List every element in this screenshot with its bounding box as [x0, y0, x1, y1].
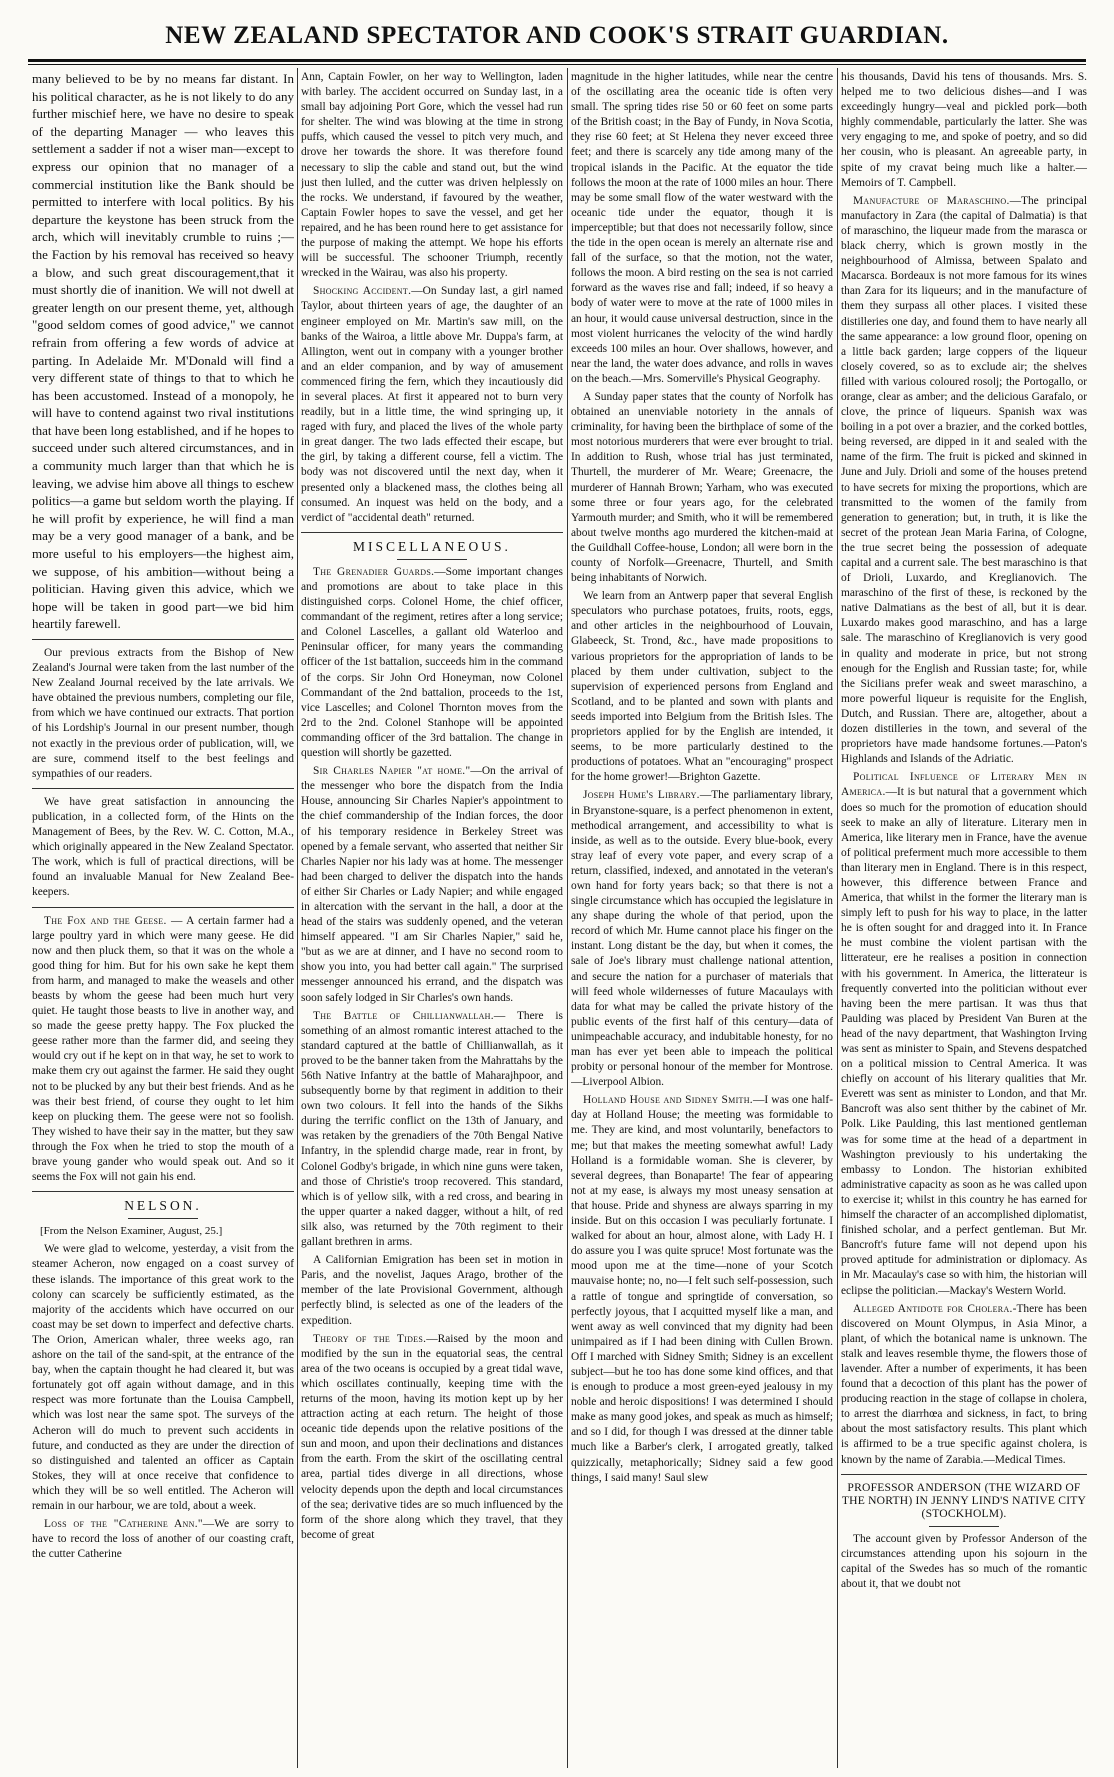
article-paragraph: Our previous extracts from the Bishop of New Zealand's Journal were taken from the last number of the New Zealand Journal received by the late arrivals. We have obtained the previous numbers, completing our file, from which we have continued our extracts. That portion of his Lordship's Journal in our present number, though not exactly in the previous order of publication, will, we are sure, commend itself to the best feelings and sympathies of our readers. — [32, 647, 294, 780]
heading-divider — [397, 559, 467, 560]
article-lead-heading: The Battle of Chillianwallah. — [313, 1009, 494, 1022]
article-body: —On Sunday last, a girl named Taylor, about thirteen years of age, the daughter of an engineer employed on Mr. Martin's saw mill, on the banks of the Wairoa, a little above Mr. Duppa's farm, at Allington, went out in company with a younger brother and an elder companion, and by way of amusement commenced firing the fern, which they incautiously did in several places. At first it appeared not to burn very readily, but in a little time, the wind springing up, it raged with fury, and placed the lives of the whole party in great danger. The two lads effected their escape, but the girl, by taking a different course, fell a victim. The body was not discovered until the next day, when it presented only a blackened mass, the clothes being all consumed. An inquest was held on the body, and a verdict of "accidental death" returned. — [301, 285, 563, 524]
article-lead-heading: Alleged Antidote for Cholera. — [853, 1302, 1013, 1315]
article-paragraph — [301, 565, 563, 761]
article-paragraph: We have great satisfaction in announcing the publication, in a collected form, of the Hints on the Management of Bees, by the Rev. W. C. Cotton, M.A., which originally appeared in the New Zealand Spectator. The work, which is full of practical directions, will be found an invaluable Manual for New Zealand Bee-keepers. — [32, 795, 294, 899]
masthead-title: NEW ZEALAND SPECTATOR AND COOK'S STRAIT GUARDIAN. — [165, 22, 949, 49]
article-paragraph — [32, 1517, 294, 1562]
section-divider — [841, 1474, 1087, 1475]
masthead-rule-thin — [28, 64, 1086, 65]
article-paragraph — [301, 1332, 563, 1543]
article-body: —Raised by the moon and modified by the sun in the equatorial seas, the central area of the two oceans is occupied by a great tidal wave, which oscillates continually, keeping time with the returns of the moon, having its motion kept up by her attraction acting at each return. The height of those oceanic tide depends upon the relative positions of the sun and moon, and upon their declinations and distances from the earth. From the skirt of the oscillating central area, partial tides diverge in all directions, whose velocity depends upon the depth and local circumstances of the sea; derivative tides are so much influenced by the form of the shore along which they travel, that they become of great — [301, 1332, 563, 1541]
heading-divider — [929, 1526, 999, 1527]
article-paragraph: The account given by Professor Anderson of the circumstances attending upon his sojourn in the capital of the Swedes has so much of the romantic about it, that we doubt not — [841, 1532, 1087, 1590]
article-lead-heading: Loss of the "Catherine Ann." — [44, 1518, 203, 1531]
article-body: —The principal manufactory in Zara (the capital of Dalmatia) is that of maraschino, the liqueur made from the marasca or black cherry, which is grown mostly in the neighbourhood of Almissa, between Spalato and Macarsca. Bordeaux is not more famous for its wines than Zara for its liqueurs; and in the manufacture of them they surpass all other places. I visited these distilleries one day, and found them to have nearly all the same appearance: a low ground floor, opening on a little back garden; large coppers of the liqueur closely covered, so as to exclude air; the shelves filled with various coloured rosolj; the Portogallo, or orange, clear as amber; and the delicious Garafalo, or clove, the prince of liqueurs. Spanish wax was boiling in a pot over a brazier, and the corked bottles, being reversed, are dipped in it and sealed with the name of the firm. The fruit is picked and skinned in June and July. Drioli and some of the houses pretend to have secrets for mixing the proportions, which are transmitted to the women of the family from generation to generation; but, in truth, it is like the secret of the protean Jean Maria Farina, of Cologne, the true secret being the possession of adequate capital and a current sale. The best maraschino is that of Drioli, Luxardo, and Kreglianovich. The maraschino of the first of these, is reckoned by the native Dalmatians as the best of all, but it is dear. Luxardo makes good maraschino, and has a large sale. The maraschino of Kreglianovich is very good in quality and moderate in price, but not strong enough for the English and Russian taste; for, while the Sicilians prefer weak and sweet maraschino, a more powerful liqueur is requisite for the English, Dutch, and Russian. There are, altogether, about a dozen distilleries in the town, and several of the proprietors have made handsome fortunes.—Paton's Highlands and Islands of the Adriatic. — [841, 194, 1087, 766]
article-body: — A certain farmer had a large poultry yard in which were many geese. He did now and then pluck them, so that it was on the whole a good thing for him. But for his own sake he kept them from harm, and managed to make the weasels and other beasts by whom the geese had been much hurt very quiet. He taught those beasts to live in another way, and so made the geese pretty happy. The Fox plucked the geese rather more than the farmer did, and seeing they would cry out if he kept on in that way, he set to work to make them cry out against the farmer. He said they ought not to be plucked by any but their best friends. And as he was their best friend, of course they ought to let him keep on plucking them. The geese were not so foolish. They wished to have their say in the matter, but they saw through the Fox when he tried to stop the mouth of a brave young gander who would speak out. And so it seems the Fox will not gain his end. — [32, 914, 294, 1184]
article-paragraph — [841, 1302, 1087, 1468]
article-body: —It is but natural that a government which does so much for the promotion of education should seek to make an ally of literature. Literary men in America, like literary men in France, have the avenue of political preferment much more accessible to them than literary men in England. There is in this respect, however, this difference between France and America, that whilst in the former the literary man is simply left to push for his way to place, in the latter he is often sought for and dragged into it. In France he must combine the violent partisan with the litterateur, ere he realises a position in connection with his government. In America, the litterateur is frequently converted into the politician without ever having been the mere partisan. It was thus that Paulding was placed by President Van Buren at the head of the navy department, that Washington Irving was sent as minister to Spain, and Stevens despatched on a political mission to Central America. It was chiefly on account of his literary qualities that Mr. Everett was sent as minister to London, and that Mr. Bancroft was also sent thither by the cabinet of Mr. Polk. Like Paulding, this last mentioned gentleman was for some time at the head of a department in Washington previously to his undertaking the embassy to London. The historian exhibited administrative capacity as soon as he was called upon to exercise it; whilst in this country he has earned for himself the character of an accomplished diplomatist, finished scholar, and a perfect gentleman. But Mr. Bancroft's future fame will not depend upon his proved aptitude for administration or diplomacy. As in Mr. Macaulay's case so with him, the historian will eclipse the politician.—Mackay's Western World. — [841, 786, 1087, 1297]
column-divider — [567, 68, 568, 1768]
article-paragraph: magnitude in the higher latitudes, while near the centre of the oscillating area the oceanic tide is often very small. The spring tides rise 50 or 60 feet on some parts of the British coast; in the Bay of Fundy, in Nova Scotia, they rise 60 feet; at St Helena they never exceed three feet; and there is scarcely any tide among many of the tropical islands in the Pacific. At the equator the tide follows the moon at the rate of 1000 miles an hour. There may be some small flow of the water westward with the oceanic tide under the equator, though it is imperceptible; but that does not necessarily follow, since the tide in the open ocean is merely an alternate rise and fall of the surface, so that the motion, not the water, follows the moon. A bird resting on the sea is not carried forward as the waves rise and fall; indeed, if so heavy a body of water were to move at the rate of 1000 miles in an hour, it would cause universal destruction, since in the most violent hurricanes the velocity of the wind hardly exceeds 100 miles an hour. Over shallows, however, and near the land, the water does advance, and rolls in waves on the beach.—Mrs. Somerville's Physical Geography. — [571, 71, 833, 385]
article-body: —We are sorry to have to record the loss of another of our coasting craft, the cutter Catherine — [32, 1518, 294, 1561]
article-lead-heading: Political Influence of Literary Men in America. — [841, 771, 1087, 799]
section-divider — [32, 1191, 294, 1192]
article-paragraph: his thousands, David his tens of thousands. Mrs. S. helped me to two delicious dishes—and I was exceedingly hungry—veal and pickled pork—both highly commendable, particularly the latter. She was very engaging to me, and spoke of poetry, and so did her cousin, who is pleasant. An agreeable party, in spite of my cravat being much like a halter.—Memoirs of T. Campbell. — [841, 71, 1087, 189]
article-paragraph — [301, 284, 563, 526]
section-heading: NELSON. — [124, 1198, 202, 1214]
article-lead-heading: The Fox and the Geese. — [44, 914, 167, 927]
source-note: [From the Nelson Examiner, August, 25.] — [40, 1225, 223, 1238]
article-paragraph — [571, 788, 833, 1090]
article-paragraph — [301, 1009, 563, 1251]
column-2 — [301, 70, 563, 1770]
article-lead-heading: Holland House and Sidney Smith. — [583, 1094, 753, 1107]
section-divider — [32, 788, 294, 789]
section-divider — [32, 639, 294, 640]
article-lead-heading: Joseph Hume's Library. — [583, 789, 700, 802]
article-paragraph: many believed to be by no means far distant. In his political character, as he is not likely to do any further mischief here, we have no desire to speak of the departing Manager — who leaves this settlement a sadder if not a wiser man—except to express our opinion that no manager of a commercial institution like the Bank should be permitted to interfere with local politics. By his departure the keystone has been struck from the arch, which will inevitably crumble to ruins ;—the Faction by his removal has received so heavy a blow, and such great discouragement,that it must shortly die of inanition. We will not dwell at greater length on our present theme, yet, although "good seldom comes of good advice," we cannot refrain from offering a few words of advice at parting. In Adelaide Mr. M'Donald will find a very different state of things to that to which he has been accustomed. Instead of a monopoly, he will have to contend against two rival institutions that have been long established, and if he hopes to succeed under such altered circumstances, and in a community much larger than that which he is leaving, we advise him above all things to eschew politics—a game but seldom worth the playing. If he will profit by experience, he will find a man may be a very good manager of a bank, and be more useful to his employers—the highest aim, we suppose, of his ambition—without being a politician. Having given this advice, which we hope will be taken in good part—we bid him heartily farewell. — [32, 71, 294, 632]
heading-divider — [128, 1218, 198, 1219]
column-4 — [841, 70, 1087, 1770]
article-body: —The parliamentary library, in Bryanstone-square, is a perfect phenomenon in extent, methodical arrangement, and accessibility to what is inside, as well as to the outside. Every blue-book, every stray leaf of every vote paper, and every scrap of a return, classified, indexed, and annotated in the veteran's own hand for forty years back; so that there is not a single circumstance which has occupied the legislature in any shape during the whole of that period, upon the record of which Mr. Hume cannot place his finger on the instant. Long distant be the day, but when it comes, the sale of Joe's library must challenge national attention, and secure the nation for a purchaser of materials that will feed whole wildernesses of future Macaulays with data for what may be called the private history of the public events of the first half of this century—data of unimpeachable accuracy, and indubitable honesty, for no man has ever yet been able to impeach the political probity or personal honour of the member for Montrose.—Liverpool Albion. — [571, 789, 833, 1089]
article-lead-heading: Theory of the Tides. — [313, 1332, 427, 1345]
article-lead-heading: Manufacture of Maraschino. — [853, 194, 1010, 207]
article-body: —Some important changes and promotions are about to take place in this distinguished corps. Colonel Home, the chief officer, commandant of the regiment, retires after a long service; and Colonel Lascelles, a gallant old Waterloo and Peninsular officer, for many years the commanding officer of the 1st battalion, succeeds him in the command of the corps. Sir John Ord Honeyman, now Colonel Commandant of the 2nd battalion, proceeds to the 1st, vice Lascelles; and Colonel Thornton moves from the 2rd to the 2nd. Colonel Stanhope will be appointed commanding officer of the 3rd battalion. The change in question will shortly be gazetted. — [301, 565, 563, 760]
column-divider — [837, 68, 838, 1768]
article-paragraph — [301, 764, 563, 1006]
column-3 — [571, 70, 833, 1770]
article-lead-heading: The Grenadier Guards. — [313, 565, 435, 578]
section-heading: PROFESSOR ANDERSON (THE WIZARD OF THE NORTH) IN JENNY LIND'S NATIVE CITY (STOCKHOLM). — [841, 1480, 1087, 1520]
article-body: -There has been discovered on Mount Olympus, in Asia Minor, a plant, of which the botanical name is unknown. The stalk and leaves resemble thyme, the flowers those of lavender. After a number of experiments, it has been found that a decoction of this plant has the power of producing reaction in the stage of collapse in cholera, to arrest the diarrhœa and sickness, in fact, to bring about the most satisfactory results. This plant which is affirmed to be a true specific against cholera, is known by the name of Zarabia.—Medical Times. — [841, 1302, 1087, 1466]
article-paragraph — [571, 1093, 833, 1485]
column-1 — [32, 70, 294, 1770]
article-body: —On the arrival of the messenger who bore the dispatch from the India House, announcing Sir Charles Napier's appointment to the chief commandership of the Indian forces, the door of his temporary residence in Berkeley Street was opened by a female servant, who asserted that neither Sir Charles Napier nor his lady was at home. The messenger had been charged to deliver the dispatch into the hands of either Sir Charles or Lady Napier; and while engaged in altercation with the servant in the hall, a door at the head of the stairs was suddenly opened, and the veteran himself appeared. "I am Sir Charles Napier," said he, "but as we are at dinner, and I have no second room to show you into, you had better call again." The surprised messenger announced his errand, and the dispatch was soon safely lodged in Sir Charles's own hands. — [301, 765, 563, 1004]
article-lead-heading: Sir Charles Napier "at home." — [313, 765, 471, 778]
article-paragraph: A Sunday paper states that the county of Norfolk has obtained an unenviable notoriety in the annals of criminality, for having been the birthplace of some of the most notorious murderers that were ever brought to trial. In addition to Rush, whose trial has just terminated, Thurtell, the murderer of Mr. Weare; Greenacre, the murderer of Hannah Brown; Yarham, who was executed some three or four years ago, for the celebrated Yarmouth murder; and Smith, who it will be remembered about twelve months ago murdered the kitchen-maid at the Guildhall Coffee-house, London; all were born in the county of Norfolk—Greenacre, Thurtell, and Smith being inhabitants of Norwich. — [571, 390, 833, 585]
article-paragraph — [841, 770, 1087, 1298]
article-paragraph — [841, 194, 1087, 768]
article-paragraph: Ann, Captain Fowler, on her way to Wellington, laden with barley. The accident occurred on Sunday last, in a small bay adjoining Port Gore, which the vessel had run for shelter. The wind was blowing at the time in strong puffs, which caused the vessel to pitch very much, and drove her towards the shore. It was therefore found necessary to slip the cable and stand out, but the wind just then lulled, and the cutter was driven helplessly on the rocks. We understand, if favoured by the weather, Captain Fowler hopes to save the vessel, and get her repaired, and he has been round here to get assistance for the purpose of making the attempt. We hope his efforts will be successful. The schooner Triumph, recently wrecked in the Wairau, was also his property. — [301, 71, 563, 280]
article-paragraph: We learn from an Antwerp paper that several English speculators who purchase potatoes, fruits, roots, eggs, and other articles in the neighbourhood of Louvain, Glabeeck, St. Trond, &c., have made propositions to various proprietors for the appropriation of lands to be placed by them under cultivation, subject to the supervision of experienced persons from England and Scotland, and to be planted and sown with plants and seeds imported into Belgium from the British Isles. The proprietors applied for by the English are intended, it seems, to be more particularly destined to the productions of potatoes. What an "encouraging" prospect for the home grower!—Brighton Gazette. — [571, 590, 833, 784]
article-lead-heading: Shocking Accident. — [313, 285, 412, 298]
section-divider — [32, 907, 294, 908]
article-body: —I was one half-day at Holland House; the meeting was formidable to me. They are kind, and most voluntarily, benefactors to me; but that makes the meeting somewhat awful! Lady Holland is a formidable woman. She is cleverer, by several degrees, than Bonaparte! The fear of appearing not at my ease, is always my most uneasy sensation at that house. Pride and shyness are always sparring in my inside. But on this occasion I was peculiarly fortunate. I walked for about an hour, almost alone, with Lady H. I do assure you I was quite spruce! Most fortunate was the mood upon me at the time—none of your Scotch mauvaise honte; no, no—I felt such self-possession, such a rattle of tongue and springtide of conversation, so perfectly joyous, that I acquitted myself like a man, and went away as well convinced that my dignity had been unimpaired as if I had been dining with Cullen Brown. Off I marched with Sidney Smith; Sidney is an excellent subject—but he too has done some kind offices, and that is enough to produce a most green-eyed jealousy in my noble and heroic dispositions! I was determined I should make as many good jokes, and speak as much as himself; and so I did, for though I was dressed at the dinner table much like a Barber's clerk, I arrogated greatly, talked quizzically, metaphorically; Sidney said a few good things, I said many! Saul slew — [571, 1094, 833, 1484]
article-body: — There is something of an almost romantic interest attached to the standard captured at the battle of Chillianwallah, as it proved to be the banner taken from the Mahrattahs by the 56th Native Infantry at the battle of Maharajhpoor, and subsequently borne by that regiment in addition to their own two colours. It fell into the hands of the Sikhs during the terrific conflict on the 13th of January, and was retaken by the grenadiers of the 70th Bengal Native Infantry, in the splendid charge made, rear in front, by Colonel Godby's brigade, in which nine guns were taken, and those of Christie's troop recovered. This standard, which is of yellow silk, with a red cross, and bearing in the upper quarter a naked dagger, without a hilt, of red silk also, was returned by the 70th regiment to their gallant brethren in arms. — [301, 1009, 563, 1249]
section-divider — [301, 532, 563, 533]
article-paragraph: A Californian Emigration has been set in motion in Paris, and the novelist, Jaques Arago, brother of the member of the late Provisional Government, although perfectly blind, is selected as one of the leaders of the expedition. — [301, 1254, 563, 1327]
article-paragraph — [32, 914, 294, 1186]
article-paragraph: We were glad to welcome, yesterday, a visit from the steamer Acheron, now engaged on a coast survey of these islands. The importance of this great work to the colony can scarcely be sufficiently estimated, as the majority of the accidents which have occurred on our coast may be set down to imperfect and defective charts. The Orion, American whaler, three weeks ago, ran ashore on the tail of the sand-spit, at the entrance of the bay, when the captain thought he had cleared it, but was fortunately got off again without damage, and in this respect was more fortunate than the Louisa Campbell, which was lost near the same spot. The surveys of the Acheron will do much to prevent such accidents in future, and conducted as they are under the direction of so distinguished and talented an officer as Captain Stokes, they will at once receive that confidence to which they will be so well entitled. The Acheron will remain in our harbour, we are told, about a week. — [32, 1243, 294, 1512]
masthead-rule-thick — [28, 59, 1086, 62]
column-divider — [297, 68, 298, 1768]
section-heading: MISCELLANEOUS. — [353, 538, 511, 554]
